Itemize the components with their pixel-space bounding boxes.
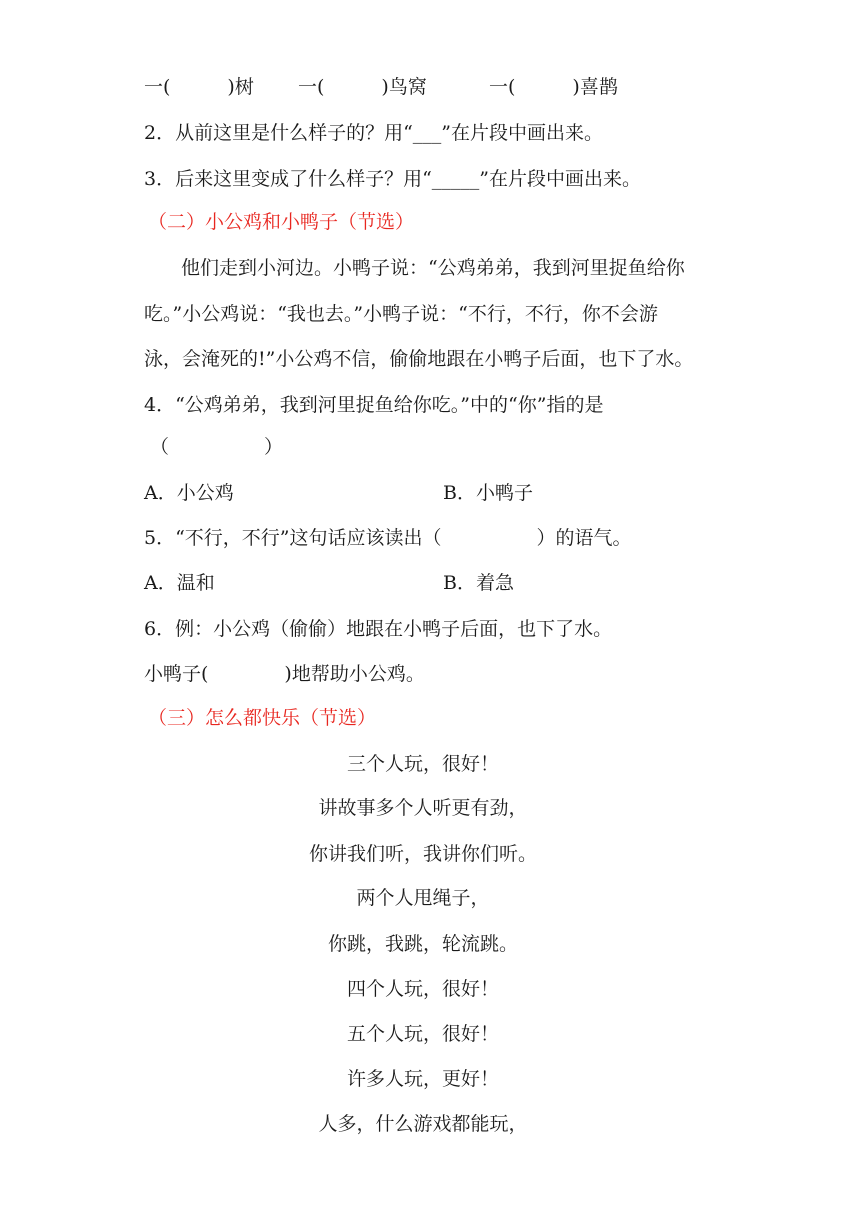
poem-line: 人多，什么游戏都能玩， <box>318 1113 528 1135</box>
question-6: 6．例：小公鸡（偷偷）地跟在小鸭子后面，也下了水。 <box>144 618 613 640</box>
fill-in-item-magpie: 一( )喜鹊 <box>489 76 618 98</box>
question-4: 4．“公鸡弟弟，我到河里捉鱼给你吃。”中的“你”指的是 <box>144 394 604 416</box>
question-4-answer-blank: （ ） <box>150 436 284 458</box>
question-2: 2．从前这里是什么样子的？用“___”在片段中画出来。 <box>144 122 604 144</box>
passage-line-3: 泳，会淹死的!”小公鸡不信，偷偷地跟在小鸭子后面，也下了水。 <box>144 348 694 370</box>
passage-line-2: 吃。”小公鸡说：“我也去。”小鸭子说：“不行，不行，你不会游 <box>144 303 658 325</box>
question-3: 3．后来这里变成了什么样子？用“_____”在片段中画出来。 <box>144 168 642 190</box>
question-4-option-a: A．小公鸡 <box>144 482 234 504</box>
question-5: 5．“不行，不行”这句话应该读出（ ）的语气。 <box>144 527 632 549</box>
question-5-option-a: A．温和 <box>144 572 215 594</box>
question-4-option-b: B．小鸭子 <box>443 482 533 504</box>
poem-line: 你跳，我跳，轮流跳。 <box>327 933 518 955</box>
section-3-heading: （三）怎么都快乐（节选） <box>148 707 377 729</box>
poem-line: 许多人玩，更好！ <box>346 1068 499 1090</box>
section-2-heading: （二）小公鸡和小鸭子（节选） <box>148 211 415 233</box>
fill-in-item-tree: 一( )树 <box>144 76 254 98</box>
poem-line: 讲故事多个人听更有劲， <box>318 797 528 819</box>
poem-line: 四个人玩，很好！ <box>346 978 499 1000</box>
poem-line: 三个人玩，很好！ <box>346 753 499 775</box>
question-6-fill-in: 小鸭子( )地帮助小公鸡。 <box>144 663 425 685</box>
poem-line: 你讲我们听，我讲你们听。 <box>308 843 537 865</box>
passage-line-1: 他们走到小河边。小鸭子说：“公鸡弟弟，我到河里捉鱼给你 <box>162 257 685 279</box>
fill-in-item-nest: 一( )鸟窝 <box>298 76 427 98</box>
poem-line: 五个人玩，很好！ <box>346 1023 499 1045</box>
poem-line: 两个人甩绳子， <box>356 887 490 909</box>
question-5-option-b: B．着急 <box>443 572 514 594</box>
